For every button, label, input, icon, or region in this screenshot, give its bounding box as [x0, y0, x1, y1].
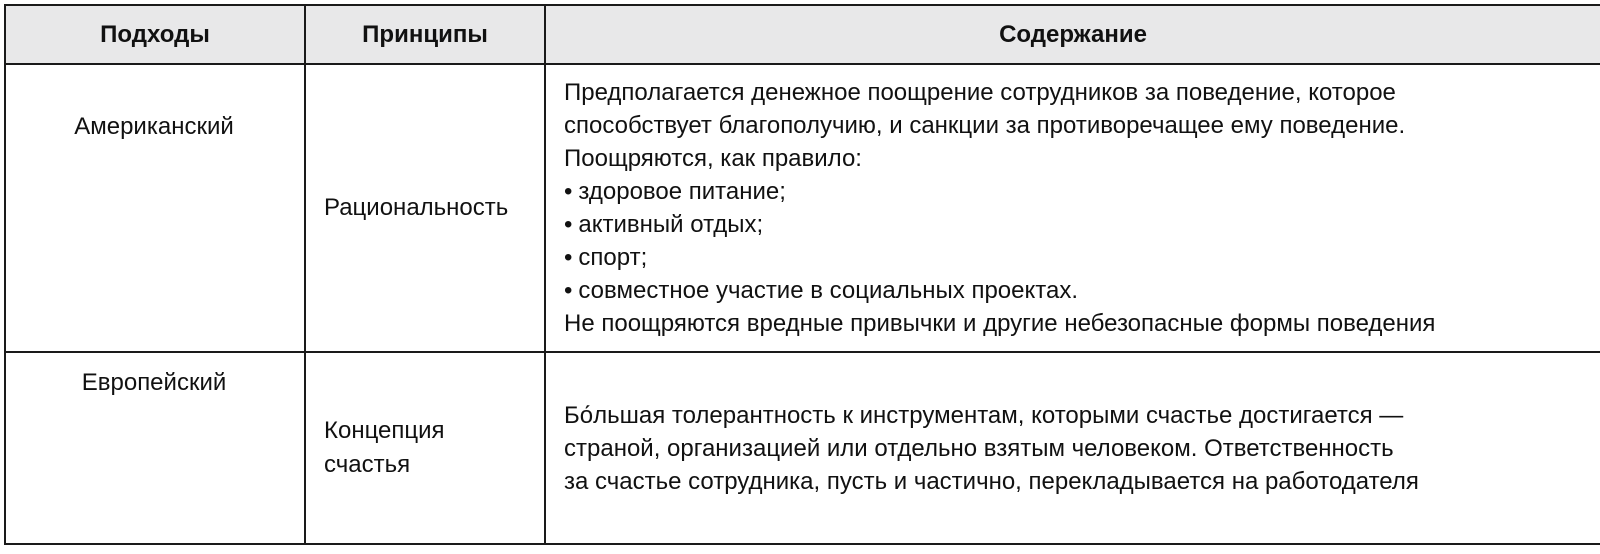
content-line: за счастье сотрудника, пусть и частично, перекладывается на работодателя: [564, 467, 1419, 495]
header-principles: Принципы: [305, 5, 545, 64]
bullet-icon: •: [564, 277, 573, 304]
principle-cell: [305, 64, 545, 352]
bullet-icon: •: [564, 178, 573, 205]
content-line: Поощряются, как правило:: [564, 145, 862, 172]
content-cell: [545, 352, 1600, 544]
principle-label: Рациональность: [324, 194, 509, 221]
approach-cell: [5, 64, 305, 352]
table-header-row: [5, 5, 1600, 64]
content-line: способствует благополучию, и санкции за противоречащее ему поведение.: [564, 112, 1406, 139]
bullet-icon: •: [564, 211, 573, 238]
content-line: Предполагается денежное поощрение сотрудников за поведение, которое: [564, 79, 1396, 106]
content-line: Не поощряются вредные привычки и другие небезопасные формы поведения: [564, 310, 1436, 337]
header-content: Содержание: [545, 5, 1600, 64]
bullet-text: активный отдых;: [578, 211, 764, 238]
approaches-table-wrapper: [4, 4, 1600, 545]
content-line: страной, организацией или отдельно взятым человеком. Ответственность: [564, 434, 1394, 462]
bullet-item: [564, 241, 1590, 274]
approach-label: Американский: [74, 113, 234, 140]
bullet-icon: •: [564, 244, 573, 271]
approach-cell: [5, 352, 305, 544]
principle-label: счастья: [324, 451, 411, 478]
header-approaches: Подходы: [5, 5, 305, 64]
approach-label: Европейский: [81, 369, 227, 396]
principle-label: Концепция: [324, 417, 445, 444]
table-row: [5, 352, 1600, 544]
approaches-table: [4, 4, 1600, 545]
bullet-text: совместное участие в социальных проектах.: [578, 277, 1078, 304]
bullet-text: здоровое питание;: [578, 178, 786, 205]
content-line: Бо́льшая толерантность к инструментам, которыми счастье достигается —: [564, 401, 1404, 429]
principle-cell: [305, 352, 545, 544]
bullet-item: [564, 274, 1590, 307]
bullet-item: [564, 208, 1590, 241]
bullet-item: [564, 175, 1590, 208]
bullet-text: спорт;: [578, 244, 648, 271]
table-row: [5, 64, 1600, 352]
content-cell: [545, 64, 1600, 352]
